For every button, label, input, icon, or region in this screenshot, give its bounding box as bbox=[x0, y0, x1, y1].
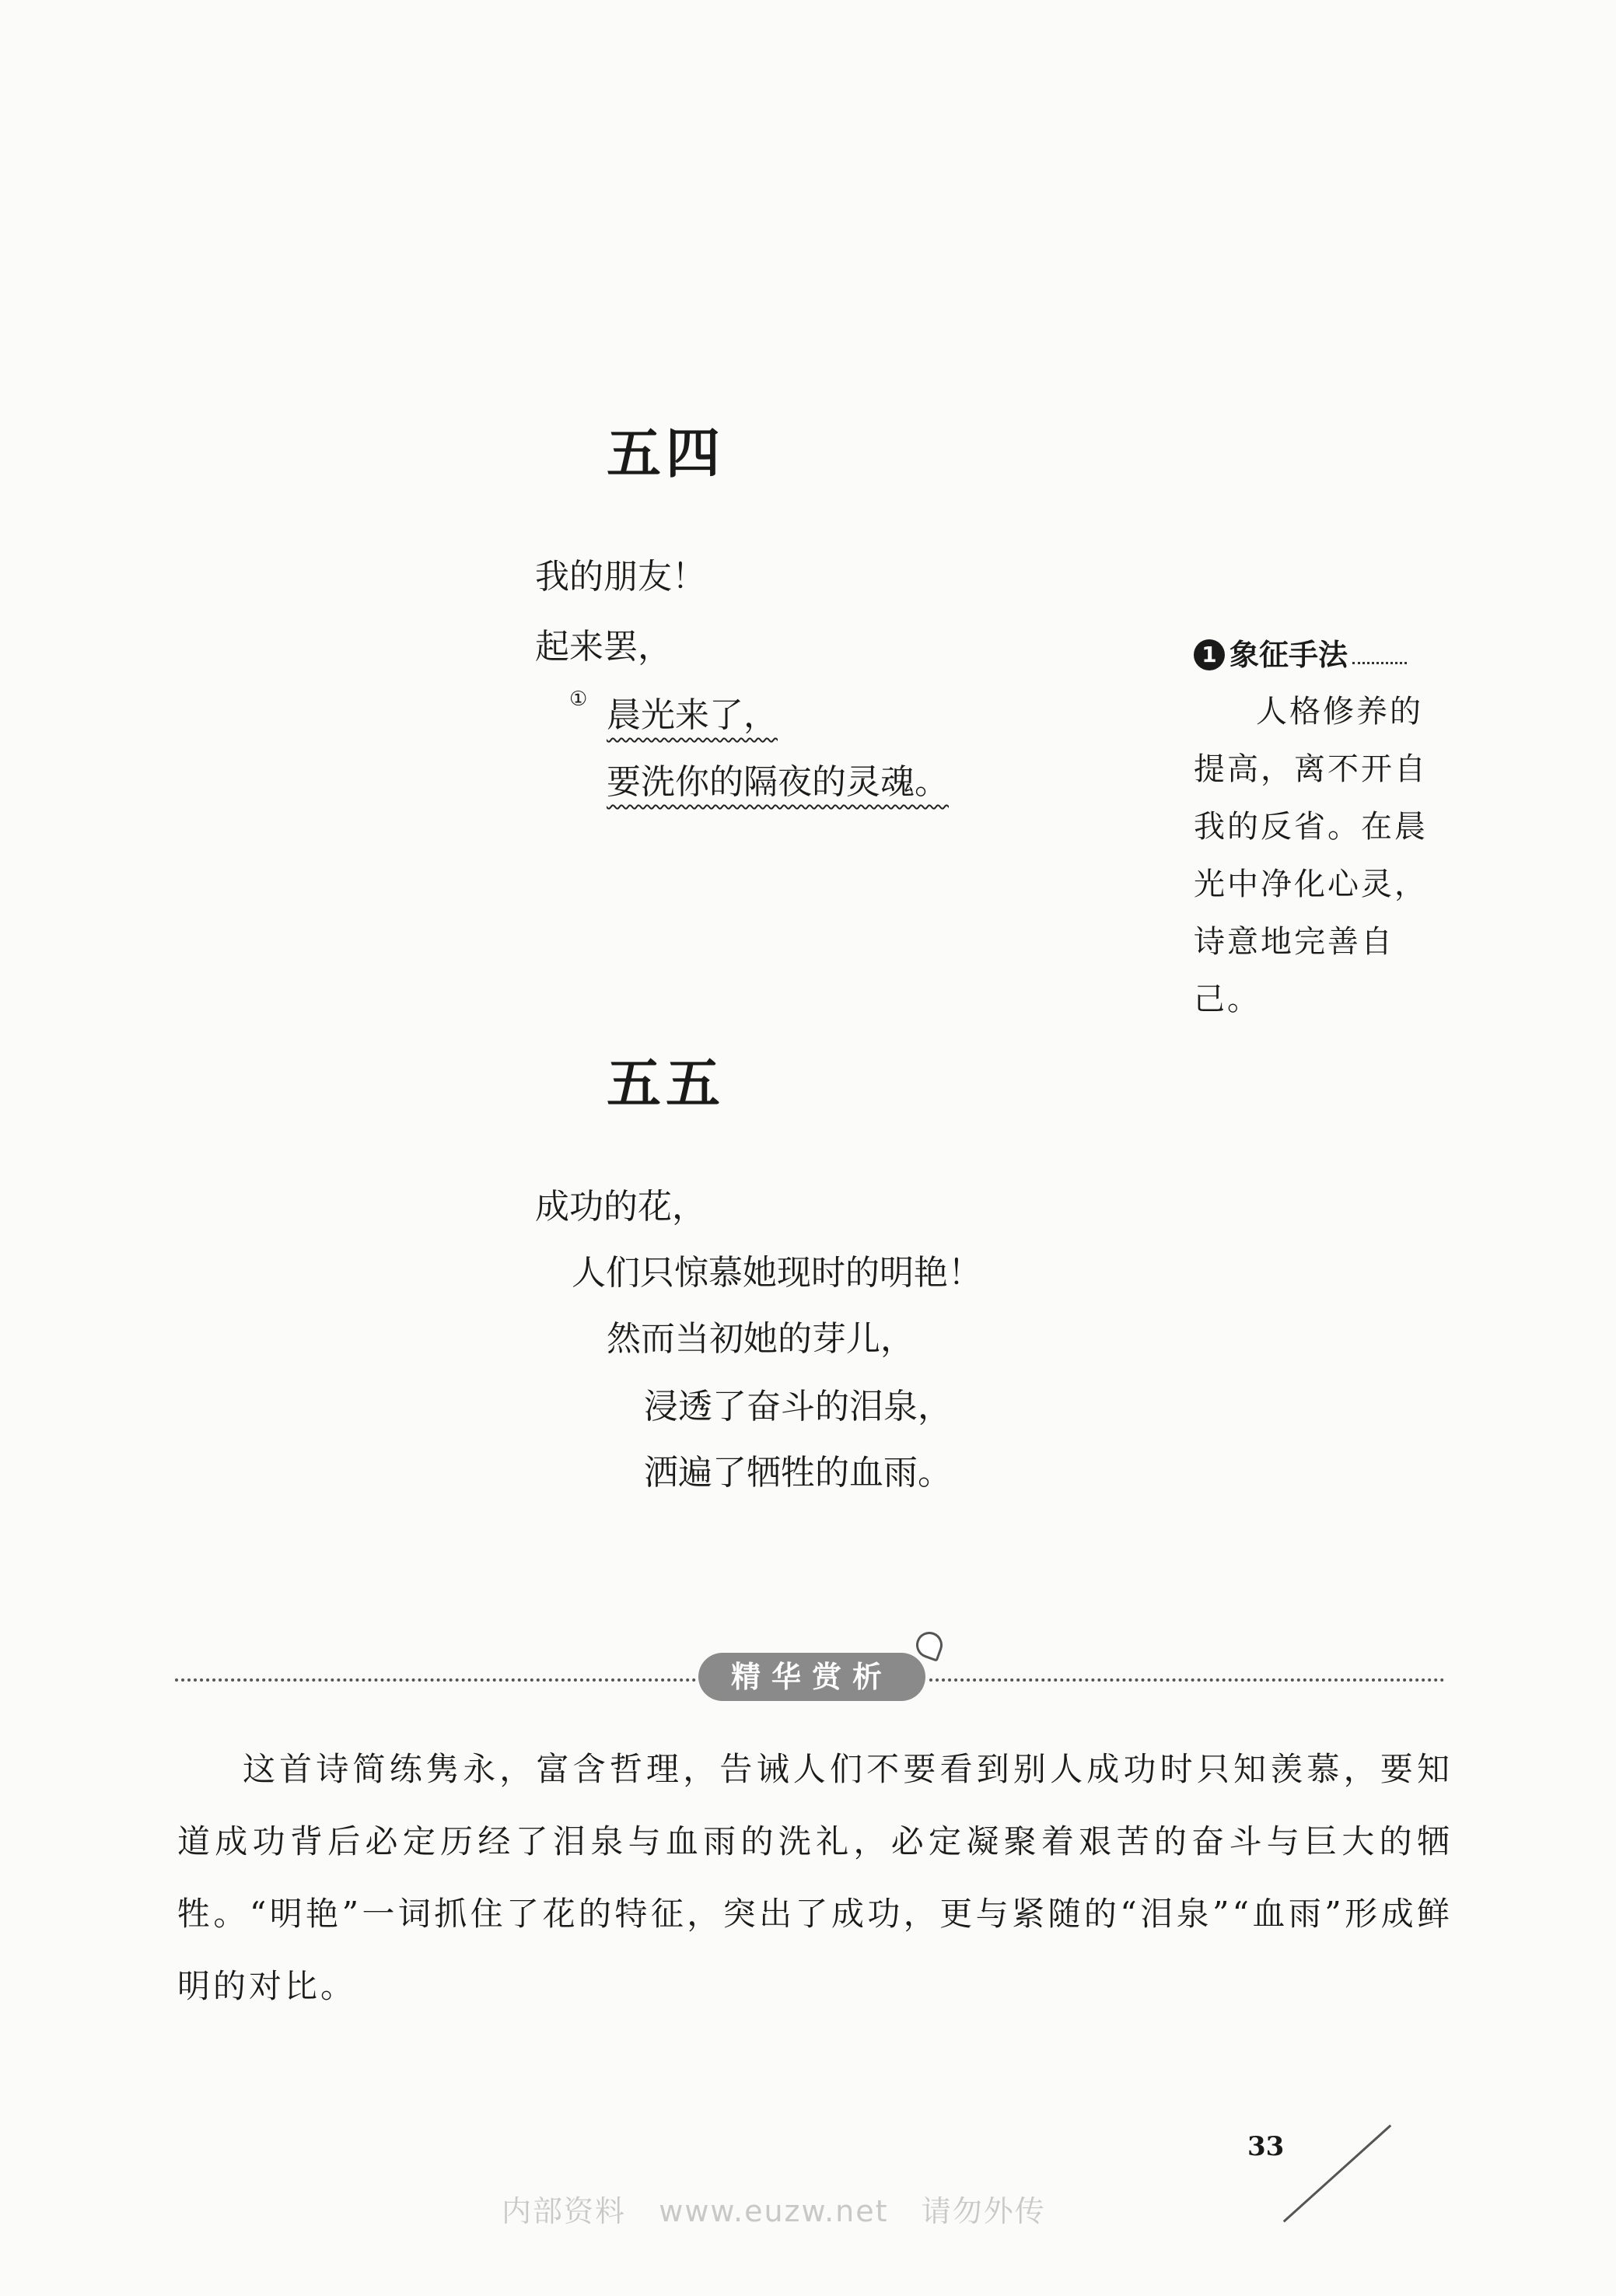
side-note-heading bbox=[1194, 639, 1407, 670]
watermark: 内部资料 www.euzw.net 请勿外传 bbox=[502, 2194, 1046, 2228]
note-dotted-leader bbox=[1352, 646, 1407, 664]
divider-dotted-left bbox=[175, 1678, 696, 1682]
poem-line: 人们只惊慕她现时的明艳！ bbox=[572, 1253, 982, 1293]
side-note-body bbox=[1194, 683, 1450, 1028]
poem-title-54: 五四 bbox=[607, 422, 725, 485]
note-line: 人格修养的 bbox=[1256, 694, 1423, 730]
page-corner-slash bbox=[1283, 2124, 1391, 2222]
analysis-badge: 精华赏析 bbox=[698, 1653, 925, 1701]
poem-line: 成功的花， bbox=[535, 1187, 706, 1227]
heart-icon bbox=[912, 1628, 946, 1662]
note-line: 诗意地完善自己。 bbox=[1194, 924, 1394, 1017]
poem-line: 起来罢， bbox=[535, 627, 672, 667]
note-line: 我的反省。在晨 bbox=[1194, 809, 1428, 845]
divider-dotted-right bbox=[929, 1678, 1444, 1682]
poem-title-55: 五五 bbox=[607, 1052, 725, 1115]
footnote-marker: ① bbox=[569, 688, 588, 711]
note-line: 提高，离不开自 bbox=[1194, 751, 1428, 787]
note-line: 光中净化心灵， bbox=[1194, 866, 1428, 902]
poem-line: 然而当初她的芽儿， bbox=[607, 1319, 915, 1359]
page-number: 33 bbox=[1247, 2131, 1285, 2162]
analysis-text: 这首诗简练隽永，富含哲理，告诫人们不要看到别人成功时只知羡慕，要知道成功背后必定历经了泪泉与血雨的洗礼，必定凝聚着艰苦的奋斗与巨大的牺牲。“明艳”一词抓住了花的特征，突出了成功，更与紧随的“泪泉”“血雨”形成鲜明的对比。 bbox=[177, 1750, 1453, 2005]
note-heading-text: 象征手法 bbox=[1229, 638, 1348, 672]
poem-line-underlined: 要洗你的隔夜的灵魂。 bbox=[607, 762, 949, 802]
poem-line: 我的朋友！ bbox=[535, 557, 706, 597]
note-number-badge: 1 bbox=[1194, 639, 1225, 670]
poem-line: 洒遍了牺牲的血雨。 bbox=[644, 1453, 952, 1493]
poem-line-underlined: 晨光来了， bbox=[607, 695, 778, 735]
poem-line: 浸透了奋斗的泪泉， bbox=[644, 1387, 952, 1426]
